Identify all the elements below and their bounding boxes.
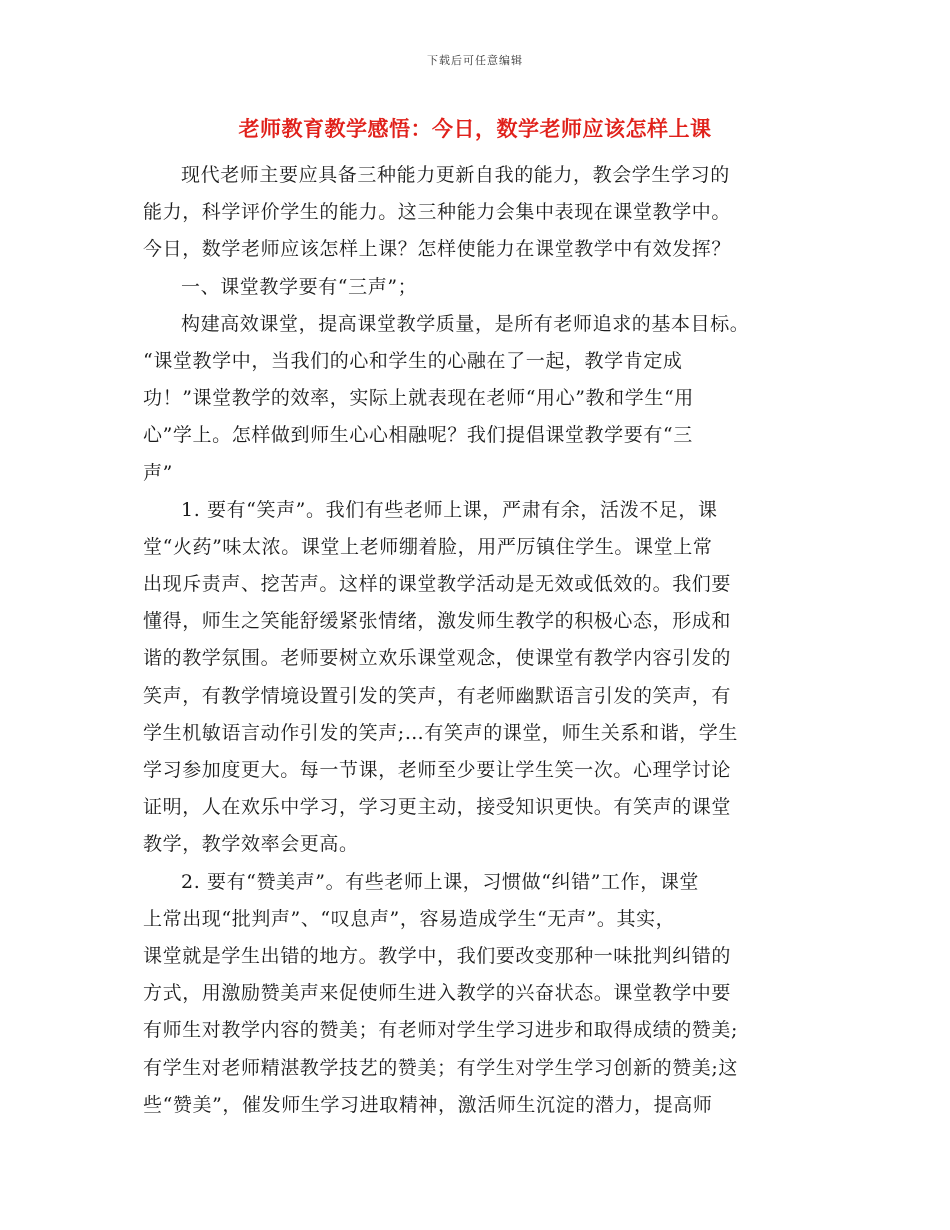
document-title: 老师教育教学感悟：今日，数学老师应该怎样上课 <box>238 117 712 141</box>
paragraph-line: 方式，用激励赞美声来促使师生进入教学的兴奋状态。课堂教学中要 <box>143 982 732 1005</box>
paragraph-line: 出现斥责声、挖苦声。这样的课堂教学活动是无效或低效的。我们要 <box>143 573 732 596</box>
paragraph-line: 学生机敏语言动作引发的笑声;…有笑声的课堂，师生关系和谐，学生 <box>143 721 739 744</box>
paragraph-line: 声” <box>143 461 173 484</box>
paragraph-line: 能力，科学评价学生的能力。这三种能力会集中表现在课堂教学中。 <box>143 201 732 224</box>
paragraph-line: 笑声，有教学情境设置引发的笑声，有老师幽默语言引发的笑声，有 <box>143 684 732 707</box>
paragraph-line: 堂“火药”味太浓。课堂上老师绷着脸，用严厉镇住学生。课堂上常 <box>143 535 713 558</box>
paragraph-line: 学习参加度更大。每一节课，老师至少要让学生笑一次。心理学讨论 <box>143 759 732 781</box>
paragraph-line: 谐的教学氛围。老师要树立欢乐课堂观念，使课堂有教学内容引发的 <box>143 647 732 670</box>
download-note: 下载后可任意编辑 <box>427 54 523 67</box>
paragraph-line: 些“赞美”，催发师生学习进取精神，激活师生沉淀的潜力，提高师 <box>143 1093 713 1116</box>
paragraph-line: 心”学上。怎样做到师生心心相融呢？我们提倡课堂教学要有“三 <box>143 424 693 447</box>
paragraph-line: 功！”课堂教学的效率，实际上就表现在老师“用心”教和学生“用 <box>143 387 694 410</box>
paragraph-line: 懂得，师生之笑能舒缓紧张情绪，激发师生教学的积极心态，形成和 <box>143 610 732 633</box>
paragraph-line: 1. 要有“笑声”。我们有些老师上课，严肃有余，活泼不足，课 <box>181 498 718 521</box>
paragraph-line: 上常出现“批判声”、“叹息声”，容易造成学生“无声”。其实， <box>143 907 676 930</box>
paragraph-line: 有学生对老师精湛教学技艺的赞美；有学生对学生学习创新的赞美;这 <box>143 1056 739 1079</box>
paragraph-line: 构建高效课堂，提高课堂教学质量，是所有老师追求的基本目标。 <box>181 312 750 335</box>
paragraph-line: 课堂就是学生出错的地方。教学中，我们要改变那种一味批判纠错的 <box>143 944 732 967</box>
paragraph-line: 现代老师主要应具备三种能力更新自我的能力，教会学生学习的 <box>181 164 730 186</box>
paragraph-line: 今日，数学老师应该怎样上课？怎样使能力在课堂教学中有效发挥？ <box>143 238 732 261</box>
paragraph-line: 证明，人在欢乐中学习，学习更主动，接受知识更快。有笑声的课堂 <box>143 796 732 819</box>
section-heading: 一、课堂教学要有“三声”； <box>181 275 418 298</box>
paragraph-line: 教学，教学效率会更高。 <box>143 833 359 856</box>
document-body <box>143 157 803 1124</box>
paragraph-line: 有师生对教学内容的赞美；有老师对学生学习进步和取得成绩的赞美; <box>143 1019 739 1042</box>
paragraph-line: “课堂教学中，当我们的心和学生的心融在了一起，教学肯定成 <box>143 349 683 372</box>
paragraph-line: 2. 要有“赞美声”。有些老师上课，习惯做“纠错”工作，课堂 <box>181 870 700 893</box>
